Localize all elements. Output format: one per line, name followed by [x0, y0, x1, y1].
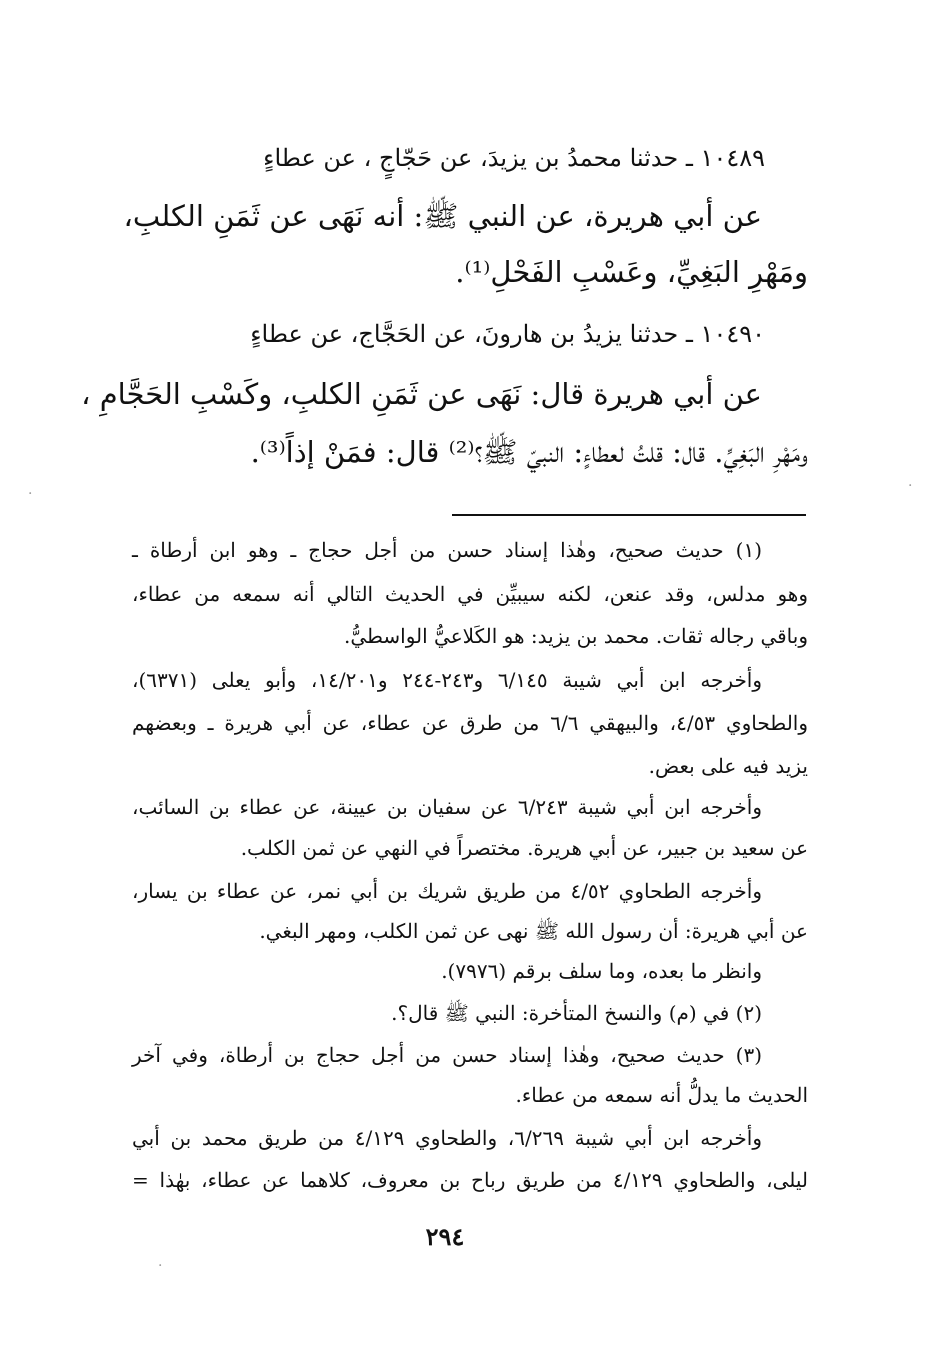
footnote-1-line: عن أبي هريرة: أن رسول الله ﷺ نهى عن ثمن الكلب، ومهر البغي.	[259, 919, 808, 943]
page-number: ٢٩٤	[425, 1222, 465, 1251]
footnote-1-line: وانظر ما بعده، وما سلف برقم (٧٩٧٦).	[441, 959, 762, 983]
hadith-10490-line-2: ومَهْرِ البَغِيِّ. قال: قلتُ لعطاءٍ: النبيّ ﷺ؟⁽²⁾ قال: فمَنْ إذاً⁽³⁾.	[250, 435, 808, 469]
hadith-10489-line-1: عن أبي هريرة، عن النبي ﷺ: أنه نَهَى عن ثَمَنِ الكلبِ،	[123, 199, 762, 233]
footnote-1-line: وباقي رجاله ثقات. محمد بن يزيد: هو الكَلاعيُّ الواسطيُّ.	[343, 624, 808, 648]
footnote-1-line: يزيد فيه على بعض.	[648, 754, 808, 778]
hadith-10490-header: ١٠٤٩٠ ـ حدثنا يزيدُ بن هارونَ، عن الحَجَّاج، عن عطاءٍ	[250, 320, 765, 348]
footnote-1-line: وأخرجه الطحاوي ٤/٥٢ من طريق شريك بن أبي نمر، عن عطاء بن يسار،	[132, 879, 762, 903]
footnote-3-line: الحديث ما يدلُّ أنه سمعه من عطاء.	[515, 1083, 808, 1107]
footnote-1-line: عن سعيد بن جبير، عن أبي هريرة. مختصراً في النهي عن ثمن الكلب.	[240, 836, 808, 860]
footnote-separator	[452, 514, 806, 516]
hadith-10489-line-2: ومَهْرِ البَغِيِّ، وعَسْبِ الفَحْلِ⁽¹⁾.	[455, 255, 808, 289]
scan-mark: ·	[908, 478, 913, 494]
footnote-3-line: (٣) حديث صحيح، وهٰذا إسناد حسن من أجل حجاج بن أرطاة، وفي آخر	[132, 1043, 762, 1067]
footnote-1-line: والطحاوي ٤/٥٣، والبيهقي ٦/٦ من طرق عن عطاء، عن أبي هريرة ـ وبعضهم	[132, 711, 809, 735]
footnote-3-line: وأخرجه ابن أبي شيبة ٦/٢٦٩، والطحاوي ٤/١٢٩ من طريق محمد بن أبي	[132, 1126, 762, 1150]
footnote-3-line: ليلى، والطحاوي ٤/١٢٩ من طريق رباح بن معروف، كلاهما عن عطاء، بهٰذا =	[132, 1168, 808, 1192]
footnote-1-line: (١) حديث صحيح، وهٰذا إسناد حسن من أجل حجاج ـ وهو ابن أرطاة ـ	[132, 538, 762, 562]
footnote-1-line: وأخرجه ابن أبي شيبة ٦/١٤٥ و٢٤٣-٢٤٤ و١٤/٢٠١، وأبو يعلى (٦٣٧١)،	[132, 668, 763, 692]
scan-mark: ·	[158, 1258, 163, 1274]
hadith-10489-header: ١٠٤٨٩ ـ حدثنا محمدُ بن يزيدَ، عن حَجّاجٍ ، عن عطاءٍ	[263, 144, 765, 172]
scan-mark: ·	[28, 486, 33, 502]
footnote-1-line: وأخرجه ابن أبي شيبة ٦/٢٤٣ عن سفيان بن عيينة، عن عطاء بن السائب،	[132, 795, 762, 819]
footnote-1-line: وهو مدلس، وقد عنعن، لكنه سيبيِّن في الحديث التالي أنه سمعه من عطاء،	[132, 582, 808, 606]
hadith-10490-line-1: عن أبي هريرة قال: نَهَى عن ثَمَنِ الكلبِ، وكَسْبِ الحَجَّامِ ،	[81, 377, 762, 411]
footnote-2-line: (٢) في (م) والنسخ المتأخرة: النبي ﷺ قال؟.	[391, 1001, 762, 1025]
